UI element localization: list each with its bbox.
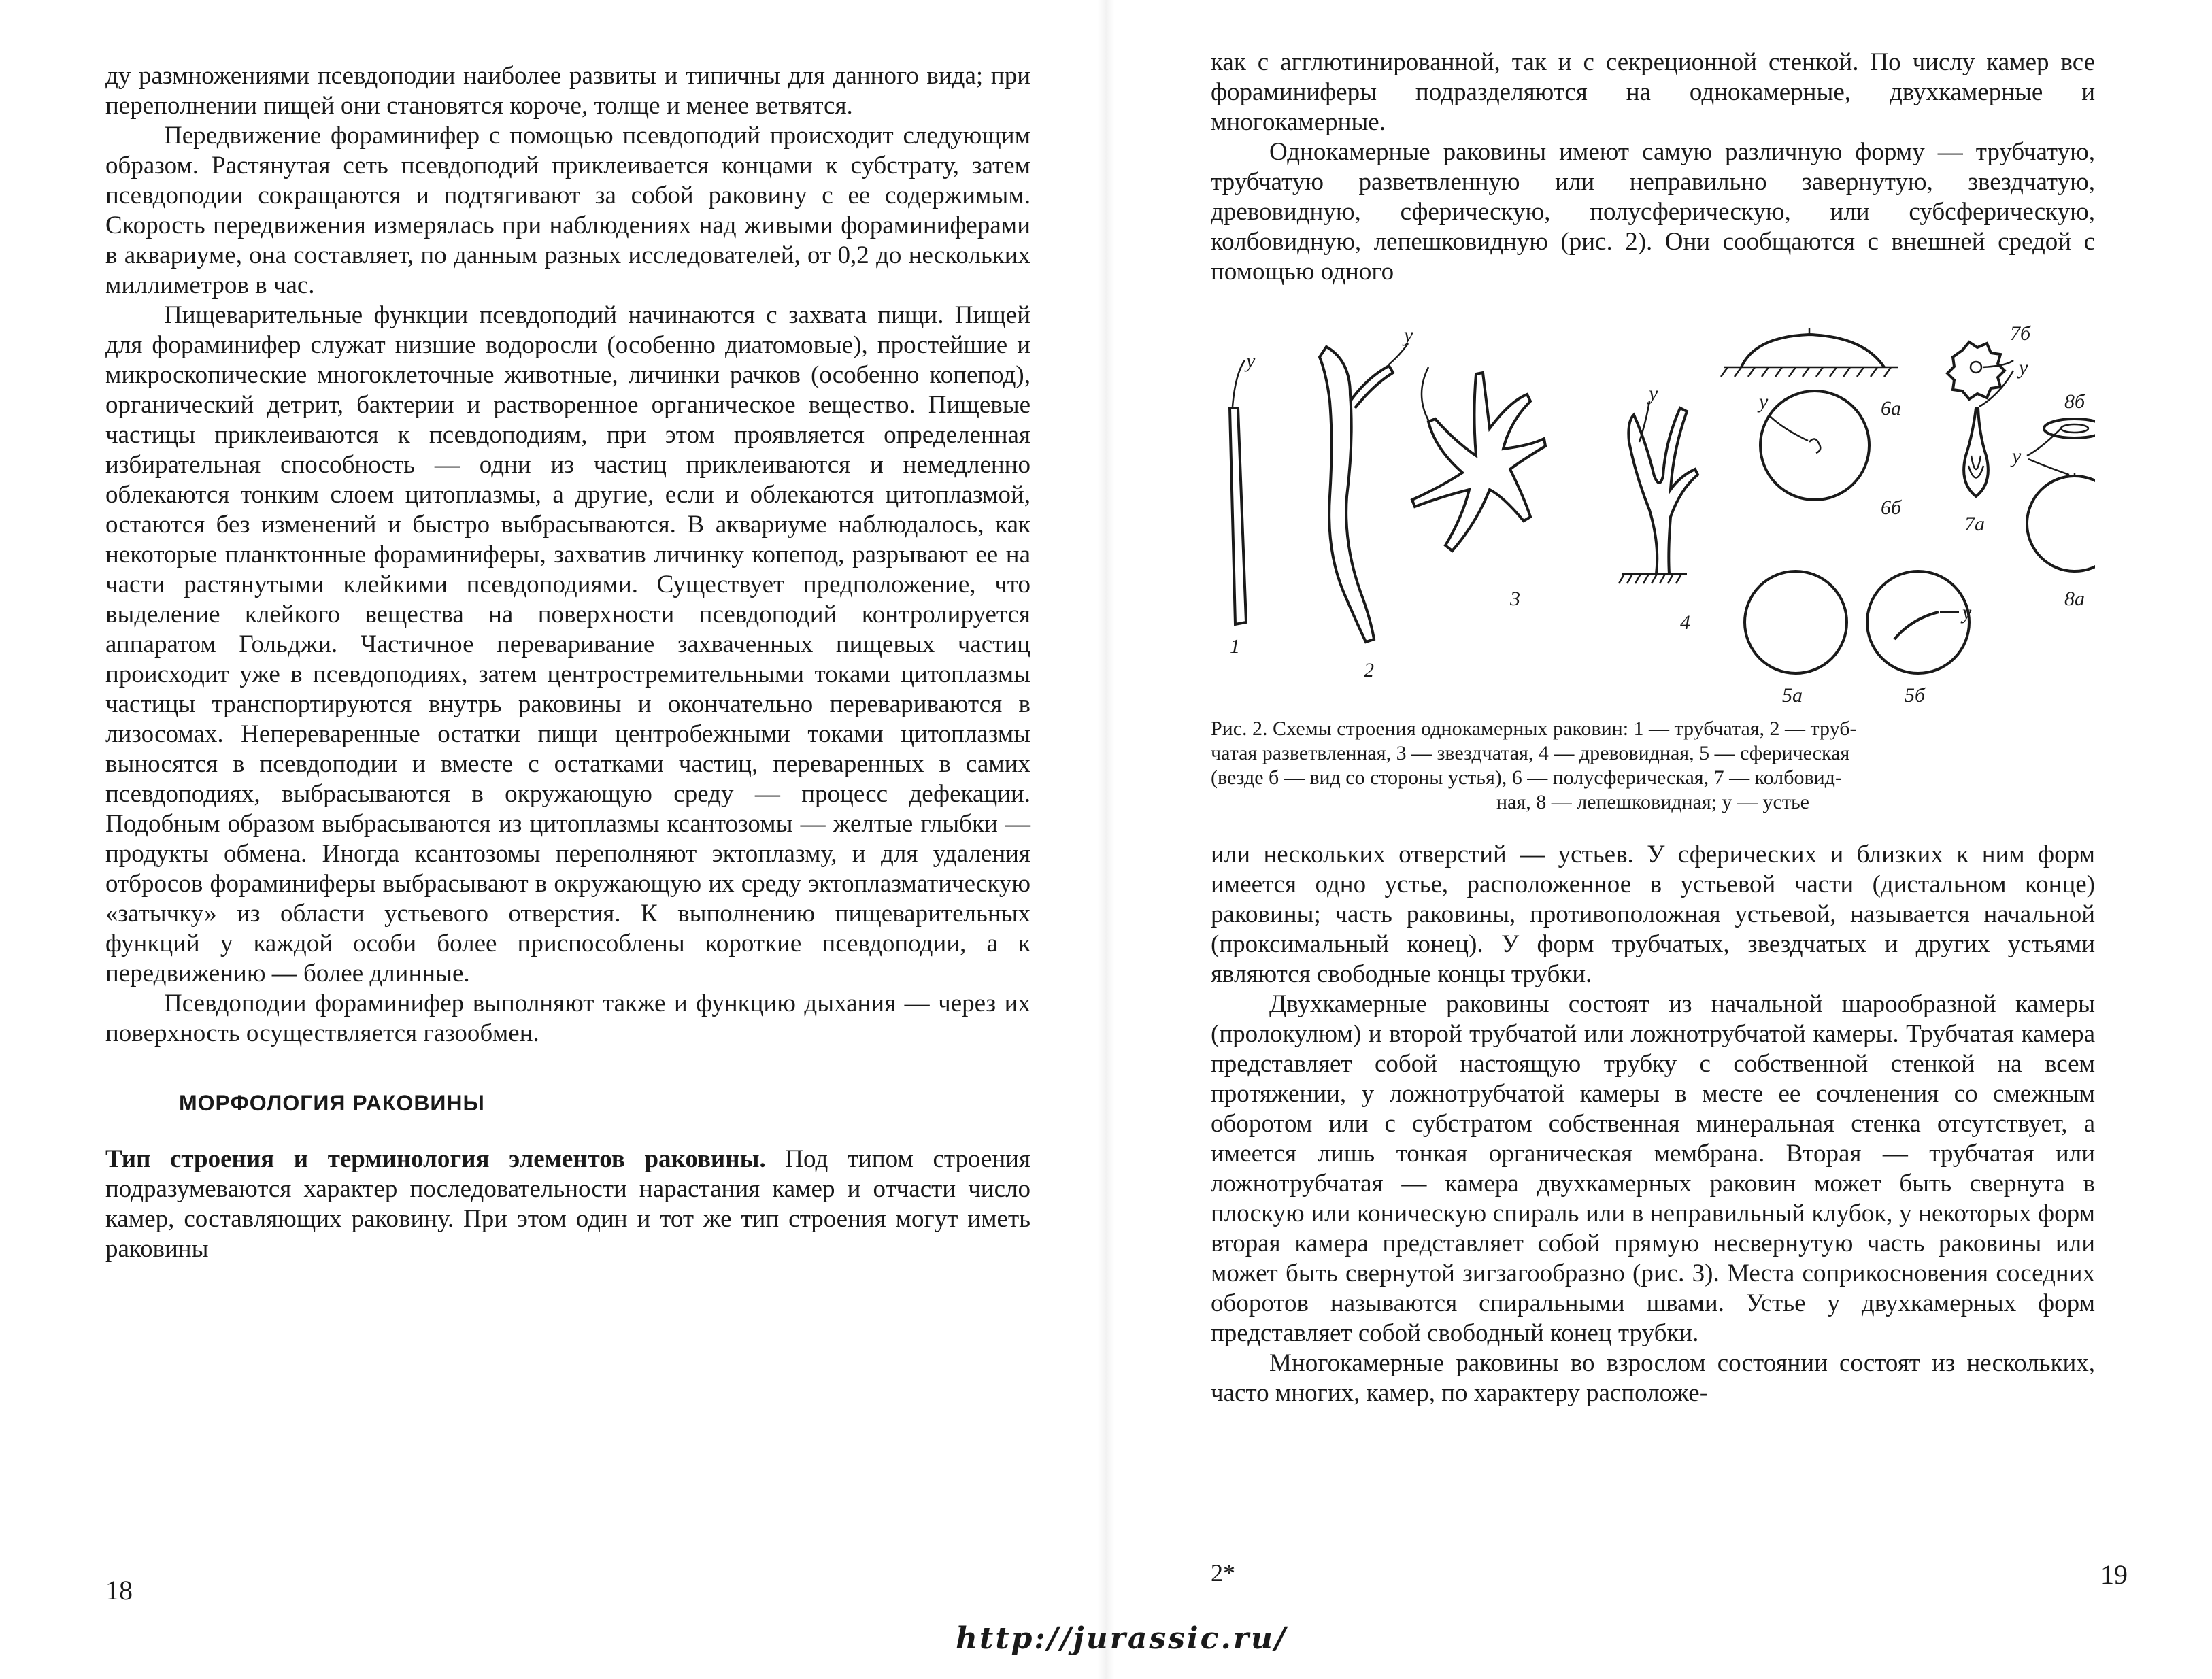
figure-label-5a: 5а: [1782, 684, 1803, 707]
figure-2: [1211, 320, 2095, 711]
figure-label-u-7: у: [2019, 356, 2028, 379]
figure-label-7a: 7а: [1964, 513, 1985, 535]
page-number-right: 19: [2100, 1559, 2128, 1590]
shell-arborescent: [1619, 382, 1698, 634]
left-paragraph-2: Передвижение фораминифер с помощью псевдоподий происходит следующим образом. Растянутая сеть псевдоподий приклеивается концами к субстрату, затем псевдоподии сокращаются и подтягивают за собой раковину с ее содержимым. Скорость передвижения измерялась при наблюдениях над живыми фораминиферами в аквариуме, она составляет, по данным разных исследователей, от 0,2 до нескольких миллиметров в час.: [105, 122, 1030, 299]
shell-tubular: [1230, 350, 1256, 658]
left-paragraph-4: Псевдоподии фораминифер выполняют также и функцию дыхания — через их поверхность осуществляется газообмен.: [105, 989, 1030, 1047]
right-paragraph-3: или нескольких отверстий — устьев. У сферических и близких к ним форм имеется одно устье, расположенное в устьевой части (дистальном конце) раковины; часть раковины, противоположная устьевой, называется начальной (проксимальный конец). У форм трубчатых, звездчатых и других устьями являются свободные концы трубки.: [1211, 841, 2095, 988]
figure-label-1: 1: [1230, 635, 1240, 658]
caption-line-3: (везде б — вид со стороны устья), 6 — полусферическая, 7 — колбовид-: [1211, 766, 1842, 789]
left-paragraph-1: ду размножениями псевдоподии наиболее развиты и типичны для данного вида; при переполнении пищей они становятся короче, толще и менее ветвятся.: [105, 62, 1030, 120]
figure-label-8a: 8а: [2064, 588, 2085, 610]
shell-spherical: [1745, 571, 1972, 707]
signature-mark: 2*: [1211, 1559, 1235, 1587]
right-paragraph-2: Однокамерные раковины имеют самую различную форму — трубчатую, трубчатую разветвленную или неправильно завернутую, звездчатую, древовидную, сферическую, полусферическую, или субсферическую, колбовидную, лепешковидную (рис. 2). Они сообщаются с внешней средой с помощью одного: [1211, 138, 2095, 286]
figure-label-u-8: у: [2012, 445, 2022, 467]
figure-label-u-1: у: [1246, 350, 1256, 372]
right-paragraph-1: как с агглютинированной, так и с секреционной стенкой. По числу камер все фораминиферы подразделяются на однокамерные, двухкамерные и многокамерные.: [1211, 48, 2095, 136]
figure-2-drawing: [1211, 320, 2095, 711]
figure-label-4: 4: [1680, 611, 1690, 634]
right-text-column-bottom: [1211, 840, 2095, 1408]
left-paragraph-3: Пищеварительные функции псевдоподий начинаются с захвата пищи. Пищей для фораминифер служат низшие водоросли (особенно диатомовые), простейшие и микроскопические многоклеточные животные, личинки рачков (особенно копепод), органический детрит, бактерии и растворенное органическое вещество. Пищевые частицы приклеиваются к псевдоподиям, при этом проявляется определенная избирательная способность — одни из частиц приклеиваются и немедленно облекаются тонким слоем цитоплазмы, а другие, если и облекаются цитоплазмой, остаются без изменений и быстро выбрасываются. В аквариуме наблюдалось, как некоторые планктонные фораминиферы, захватив личинку копепод, разрывают ее на части растянутыми клейкими псевдоподиями. Существует предположение, что выделение клейкого вещества на поверхности псевдоподий контролируется аппаратом Гольджи. Частичное переваривание захваченных пищевых частиц происходит уже в псевдоподиях, затем центростремительными токами цитоплазмы частицы транспортируются внутрь раковины и окончательно перевариваются в лизосомах. Непереваренные остатки пищи центробежными токами цитоплазмы выносятся в псевдоподии и вместе с остатками частиц, переваренных в самих псевдоподиях, выбрасываются в окружающую среду — процесс дефекации. Подобным образом выбрасываются из цитоплазмы ксантозомы — желтые глыбки — продукты обмена. Иногда ксантозомы переполняют эктоплазму, и для удаления отбросов фораминиферы выбрасывают в окружающую их среду эктоплазматическую «затычку» из области устьевого отверстия. К выполнению пищеварительных функций у каждой особи более приспособлены короткие псевдоподии, а к передвижению — более длинные.: [105, 301, 1030, 987]
figure-label-3: 3: [1510, 588, 1520, 610]
figure-label-6b: 6б: [1881, 496, 1902, 519]
figure-label-6a: 6а: [1881, 397, 1901, 420]
figure-label-2: 2: [1364, 659, 1374, 681]
right-paragraph-4: Двухкамерные раковины состоят из начальной шарообразной камеры (пролокулюм) и второй трубчатой или ложнотрубчатой камеры. Трубчатая камера представляет собой настоящую трубку с собственной стенкой на всем протяжении, у ложнотрубчатой камеры в месте ее сочленения со смежным оборотом или с субстратом собственная минеральная стенка отсутствует, а имеется лишь тонкая органическая мембрана. Вторая — трубчатая или ложнотрубчатая — камера двухкамерных раковин может быть свернута в плоскую или коническую спираль или в неправильный клубок, у некоторых форм вторая камера представляет собой прямую несвернутую часть раковины или может быть свернутой зигзагообразно (рис. 3). Места соприкосновения соседних оборотов называются спиральными швами. Устье у двухкамерных форм представляет собой свободный конец трубки.: [1211, 990, 2095, 1347]
shell-branched-tubular: [1320, 324, 1413, 681]
subsection-paragraph: [105, 1144, 1030, 1264]
figure-label-u-5: у: [1962, 601, 1972, 624]
left-text-column: [105, 61, 1030, 1264]
figure-caption: [1211, 717, 2095, 815]
subsection-lead: Тип строения и терминология элементов раковины.: [105, 1145, 766, 1173]
shell-hemispherical: [1721, 328, 1902, 519]
caption-line-4: ная, 8 — лепешковидная; у — устье: [1496, 791, 1809, 813]
figure-label-u-4: у: [1649, 382, 1658, 405]
section-title: МОРФОЛОГИЯ РАКОВИНЫ: [179, 1091, 485, 1115]
right-page: [1106, 0, 2212, 1679]
right-paragraph-5: Многокамерные раковины во взрослом состоянии состоят из нескольких, часто многих, камер, по характеру расположе-: [1211, 1349, 2095, 1407]
figure-label-5b: 5б: [1905, 684, 1926, 707]
shell-stellate: [1412, 367, 1545, 610]
footer-url[interactable]: http://jurassic.ru/: [956, 1621, 1288, 1656]
figure-label-7b: 7б: [2010, 322, 2031, 345]
figure-label-u-6: у: [1759, 390, 1769, 413]
page-number-left: 18: [105, 1575, 133, 1606]
figure-label-8b: 8б: [2064, 390, 2085, 413]
caption-line-1: Рис. 2. Схемы строения однокамерных раковин: 1 — трубчатая, 2 — труб-: [1211, 717, 1857, 740]
subsection-text: Под типом строения подразумеваются характер последовательности нарастания камер и отчасти число камер, составляющих раковину. При этом один и тот же тип строения могут иметь раковины: [105, 1145, 1030, 1263]
shell-lenticular: [2010, 390, 2095, 610]
figure-label-u-2: у: [1404, 324, 1413, 346]
shell-flask: [1947, 322, 2031, 535]
right-text-column-top: [1211, 48, 2095, 287]
caption-line-2: чатая разветвленная, 3 — звездчатая, 4 — древовидная, 5 — сферическая: [1211, 742, 1850, 764]
